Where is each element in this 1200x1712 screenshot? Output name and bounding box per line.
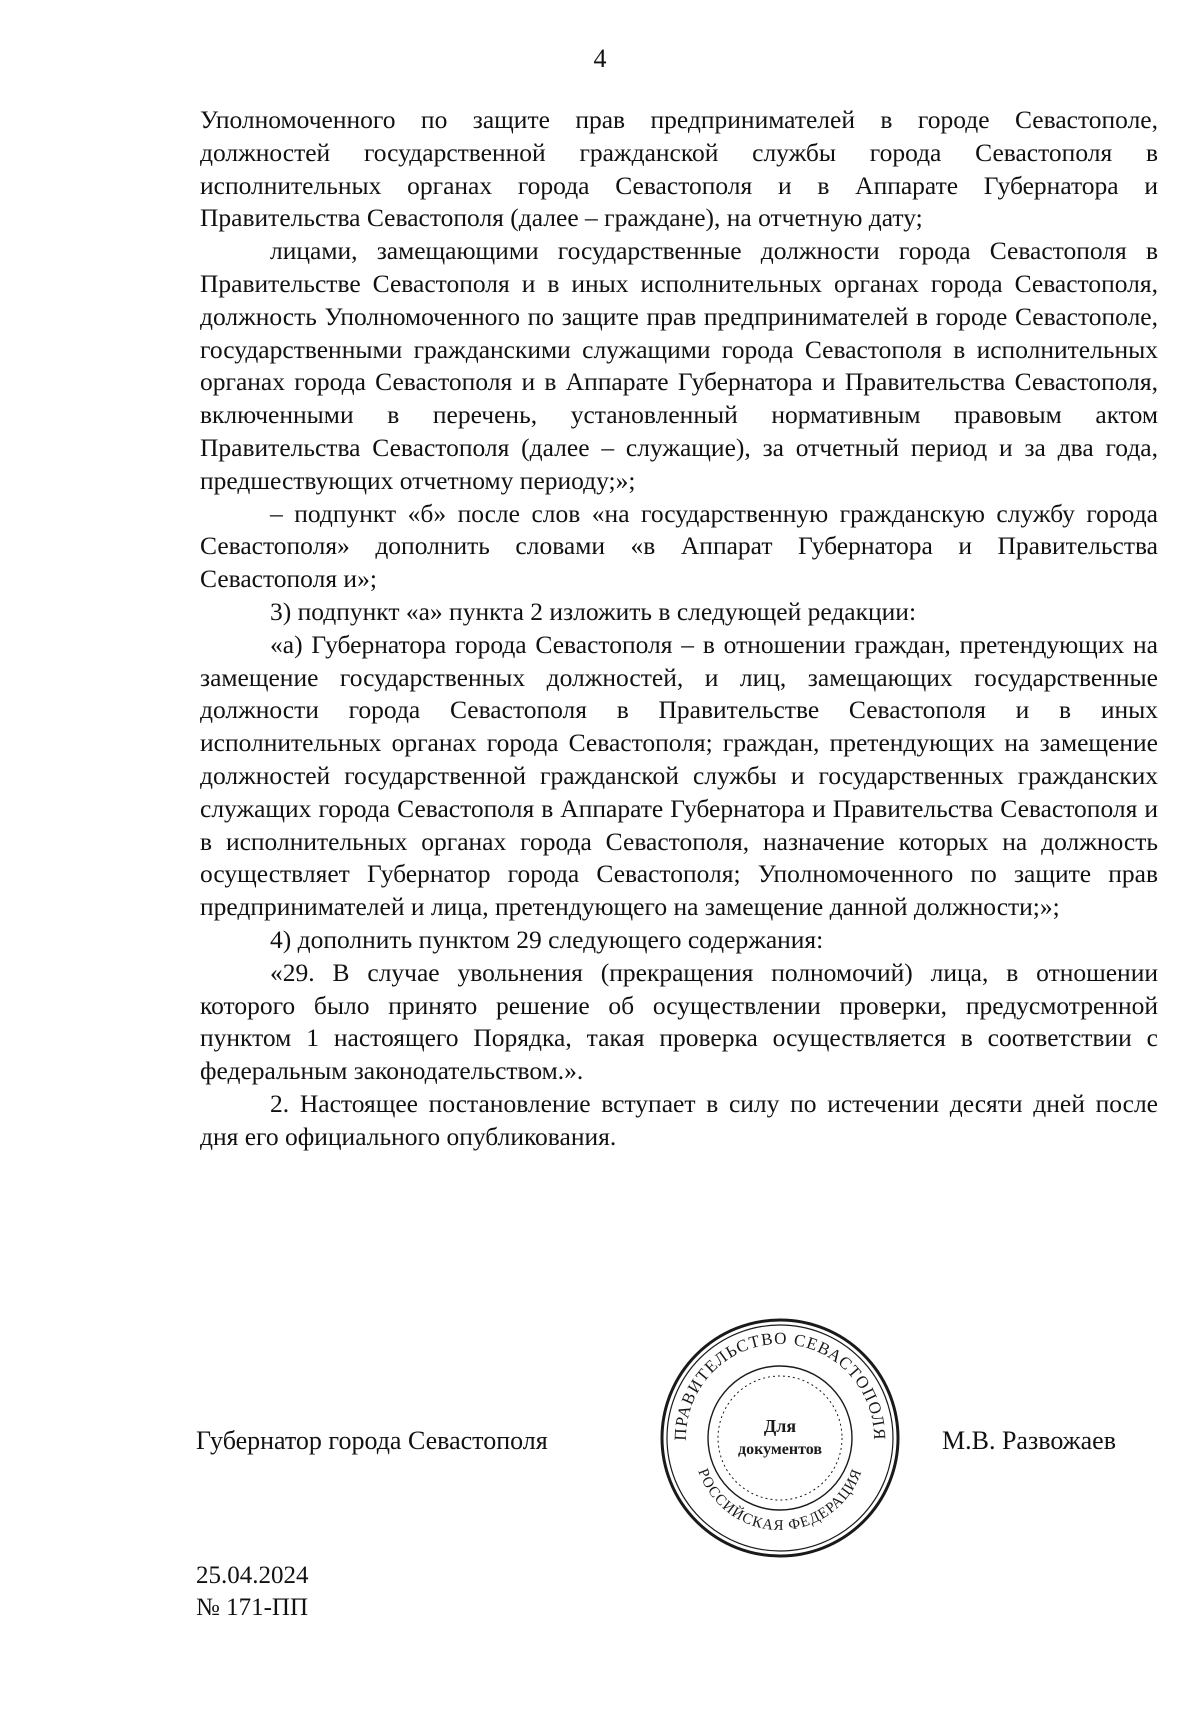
paragraph: лицами, замещающими государственные должности города Севастополя в Правительстве Севастополя и в иных исполнительных органах города Севастополя, должность Уполномоченного по защите прав предпринимателей в городе Севастополе, государственными гражданскими служащими города Севастополя в исполнительных органах города Севастополя и в Аппарате Губернатора и Правительства Севастополя, включенными в перечень, установленный нормативным правовым актом Правительства Севастополя (далее – служащие), за отчетный период и за два года, предшествующих отчетному периоду;»; bbox=[200, 236, 1158, 495]
seal-center-line-1: Для bbox=[763, 1416, 797, 1436]
document-body bbox=[200, 104, 1158, 1154]
page-number: 4 bbox=[593, 44, 607, 73]
paragraph: 4) дополнить пунктом 29 следующего содержания: bbox=[270, 924, 824, 954]
paragraph: 2. Настоящее постановление вступает в силу по истечении десяти дней после дня его официального опубликования. bbox=[200, 1088, 1158, 1151]
signatory-name: М.В. Развожаев bbox=[942, 1426, 1117, 1455]
document-date: 25.04.2024 bbox=[196, 1562, 309, 1589]
paragraph: – подпункт «б» после слов «на государственную гражданскую службу города Севастополя» дополнить словами «в Аппарат Губернатора и Правительства Севастополя и»; bbox=[200, 498, 1158, 594]
official-seal-icon bbox=[658, 1316, 902, 1560]
paragraph: Уполномоченного по защите прав предпринимателей в городе Севастополе, должностей государственной гражданской службы города Севастополя в исполнительных органах города Севастополя и в Аппарате Губернатора и Правительства Севастополя (далее – граждане), на отчетную дату; bbox=[200, 105, 1158, 233]
signatory-title: Губернатор города Севастополя bbox=[196, 1426, 548, 1455]
seal-top-text: ПРАВИТЕЛЬСТВО СЕВАСТОПОЛЯ bbox=[670, 1328, 890, 1442]
seal-center-line-2: документов bbox=[738, 1441, 822, 1458]
paragraph: 3) подпункт «а» пункта 2 изложить в следующей редакции: bbox=[270, 596, 917, 626]
seal-bottom-text: РОССИЙСКАЯ ФЕДЕРАЦИЯ bbox=[694, 1466, 866, 1535]
paragraph: «а) Губернатора города Севастополя – в отношении граждан, претендующих на замещение государственных должностей, и лиц, замещающих государственные должности города Севастополя в Правительстве Севастополя и в иных исполнительных органах города Севастополя; граждан, претендующих на замещение должностей государственной гражданской службы и государственных гражданских служащих города Севастополя в Аппарате Губернатора и Правительства Севастополя и в исполнительных органах города Севастополя, назначение которых на должность осуществляет Губернатор города Севастополя; Уполномоченного по защите прав предпринимателей и лица, претендующего на замещение данной должности;»; bbox=[200, 629, 1158, 922]
document-number: № 171-ПП bbox=[196, 1594, 309, 1621]
paragraph: «29. В случае увольнения (прекращения полномочий) лица, в отношении которого было принято решение об осуществлении проверки, предусмотренной пунктом 1 настоящего Порядка, такая проверка осуществляется в соответствии с федеральным законодательством.». bbox=[200, 957, 1158, 1086]
